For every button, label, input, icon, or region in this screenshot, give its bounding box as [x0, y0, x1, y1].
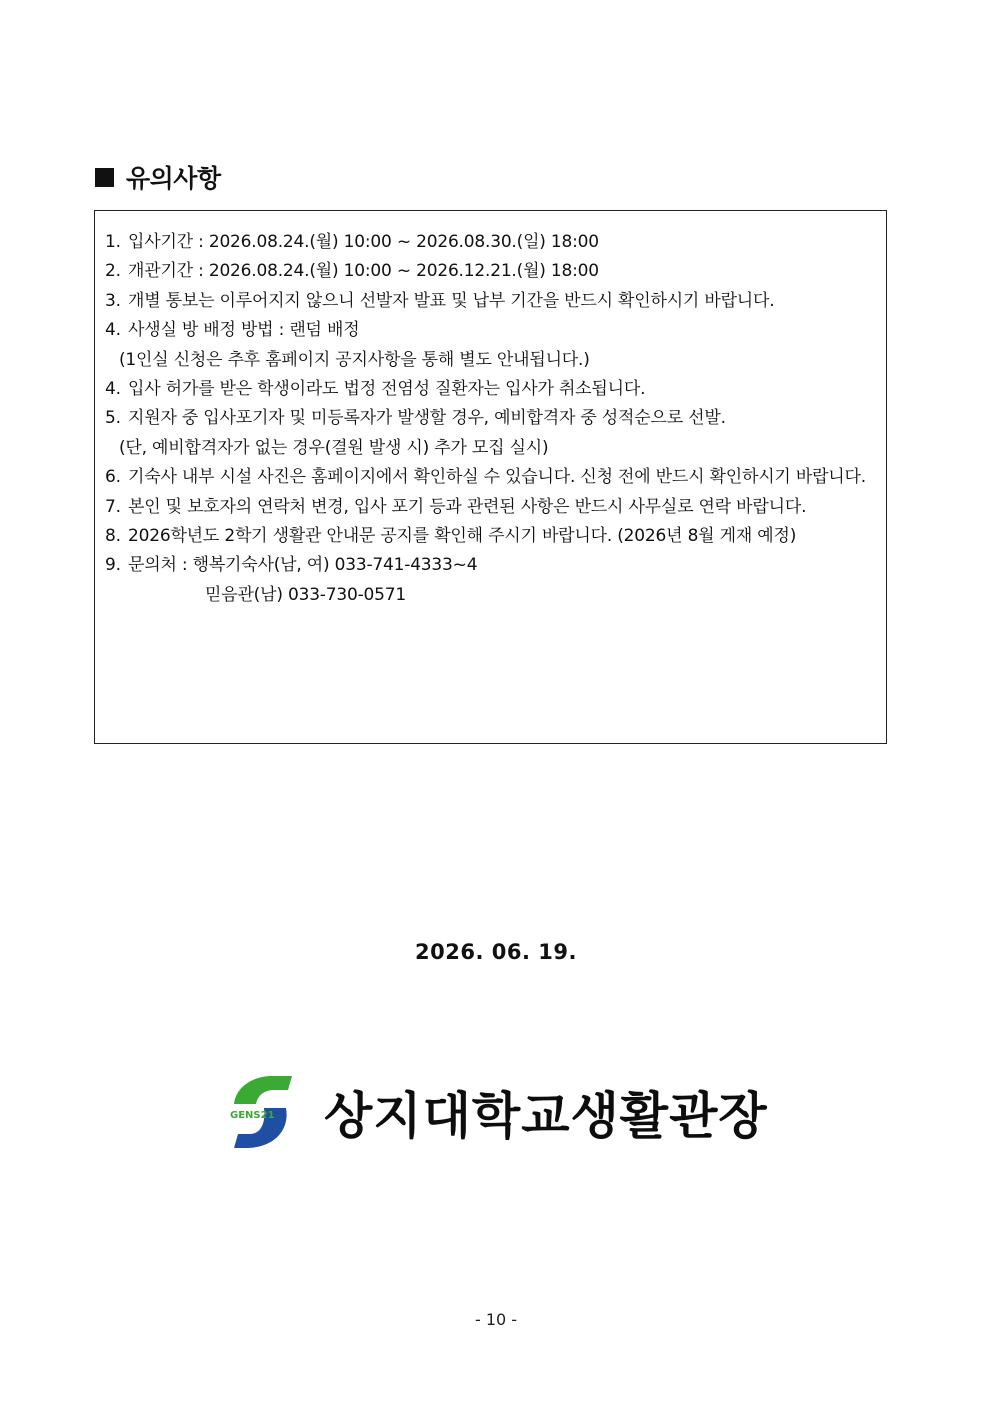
- section-title-text: 유의사항: [126, 164, 221, 193]
- organization-signature: [228, 1072, 768, 1152]
- notice-item-3: [105, 287, 876, 316]
- university-logo-icon: [228, 1074, 298, 1150]
- notice-text: 입사 허가를 받은 학생이라도 법정 전염성 질환자는 입사가 취소됩니다.: [128, 379, 646, 400]
- notice-text: 문의처 : 행복기숙사(남, 여) 033-741-4333~4: [128, 555, 478, 576]
- room-assignment-note: (1인실 신청은 추후 홈페이지 공지사항을 통해 별도 안내됩니다.): [119, 349, 590, 370]
- notice-number: 3.: [105, 290, 121, 311]
- notice-text: 지원자 중 입사포기자 및 미등록자가 발생할 경우, 예비합격자 중 성적순으로 선발.: [128, 408, 726, 429]
- square-bullet-icon: [95, 168, 114, 187]
- notice-item-10: [105, 551, 876, 580]
- notice-number: 2.: [105, 261, 121, 282]
- notice-number: 5.: [105, 408, 121, 429]
- notice-text: 개별 통보는 이루어지지 않으니 선발자 발표 및 납부 기간을 반드시 확인하시기 바랍니다.: [128, 290, 775, 311]
- notice-number: 8.: [105, 526, 121, 547]
- notice-text: 본인 및 보호자의 연락처 변경, 입사 포기 등과 관련된 사항은 반드시 사무실로 연락 바랍니다.: [128, 496, 807, 517]
- notice-number: 4.: [105, 320, 121, 341]
- notice-text: 입사기간 : 2026.08.24.(월) 10:00 ~ 2026.08.30.(일) 18:00: [128, 232, 599, 252]
- notice-item-1: [105, 228, 876, 257]
- notice-item-4: [105, 316, 876, 345]
- section-title: [95, 160, 221, 194]
- notice-text: 2026학년도 2학기 생활관 안내문 공지를 확인해 주시기 바랍니다. (2026년 8월 게재 예정): [128, 526, 797, 547]
- notice-item-7: [105, 463, 876, 492]
- notice-item-8: [105, 493, 876, 522]
- notice-text: 사생실 방 배정 방법 : 랜덤 배정: [128, 320, 360, 341]
- notice-item-9: [105, 522, 876, 551]
- logo-text: GENS21: [230, 1110, 275, 1121]
- notice-item-2: [105, 257, 876, 286]
- notice-item-5: [105, 375, 876, 404]
- notice-text: 기숙사 내부 시설 사진은 홈페이지에서 확인하실 수 있습니다. 신청 전에 반드시 확인하시기 바랍니다.: [128, 467, 866, 488]
- waitlist-note: (단, 예비합격자가 없는 경우(결원 발생 시) 추가 모집 실시): [119, 437, 549, 458]
- notice-number: 6.: [105, 467, 121, 488]
- organization-name: 상지대학교생활관장: [324, 1087, 768, 1145]
- notice-number: 4.: [105, 379, 121, 400]
- contact-second-line: 믿음관(남) 033-730-0571: [205, 584, 406, 605]
- notice-box: [94, 210, 887, 744]
- notice-number: 9.: [105, 555, 121, 576]
- notice-number: 7.: [105, 496, 121, 517]
- page-number: - 10 -: [474, 1310, 518, 1329]
- notice-text: 개관기간 : 2026.08.24.(월) 10:00 ~ 2026.12.21.(월) 18:00: [128, 261, 599, 282]
- notice-number: 1.: [105, 232, 121, 252]
- document-date: 2026. 06. 19.: [415, 940, 577, 964]
- notice-item-6: [105, 404, 876, 433]
